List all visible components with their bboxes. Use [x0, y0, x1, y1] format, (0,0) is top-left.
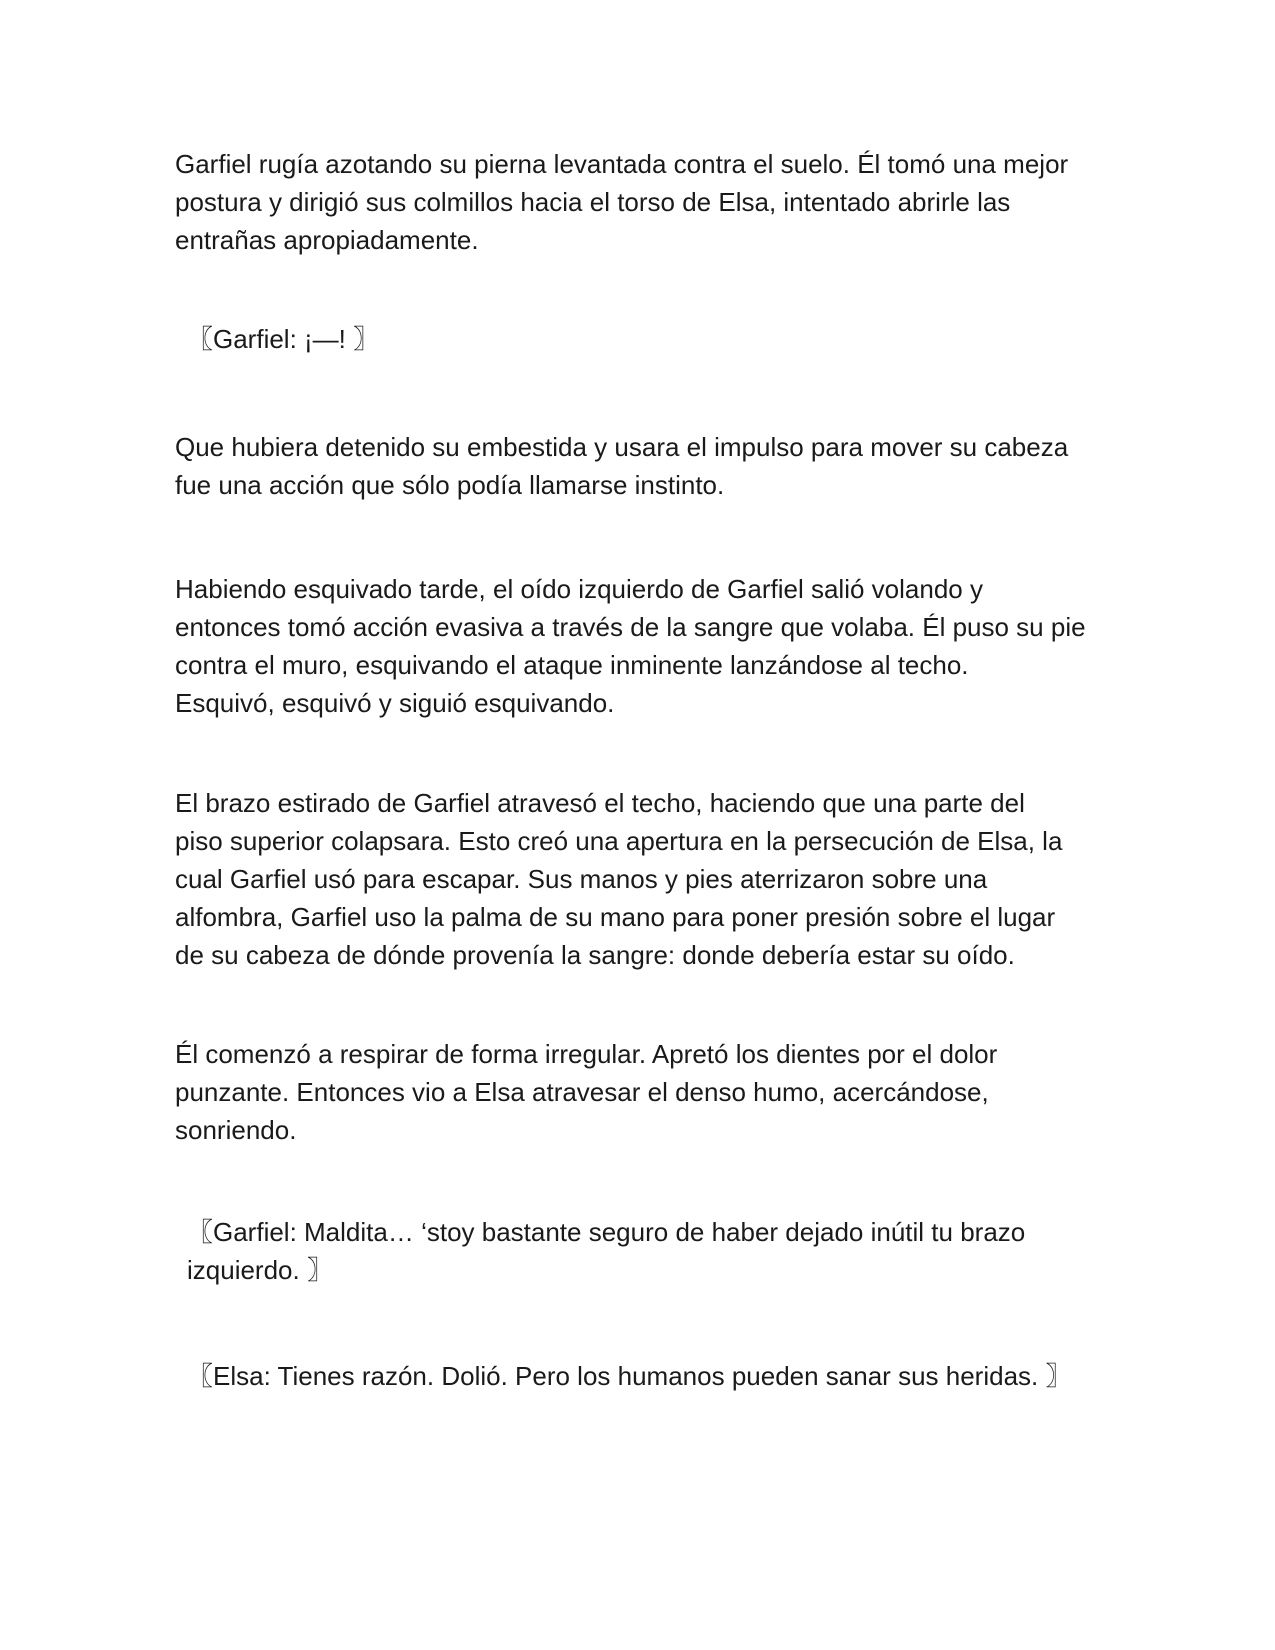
dialogue-elsa-reply: 〖Elsa: Tienes razón. Dolió. Pero los humanos pueden sanar sus heridas. 〗	[187, 1361, 1072, 1391]
dialogue-garfiel-exclaim: 〖Garfiel: ¡—! 〗	[187, 324, 380, 354]
dialogue-garfiel-maldita: 〖Garfiel: Maldita… ‘stoy bastante seguro de haber dejado inútil tu brazo izquierdo. 〗	[187, 1217, 1026, 1285]
paragraph-dodging: Habiendo esquivado tarde, el oído izquierdo de Garfiel salió volando y entonces tomó acción evasiva a través de la sangre que volaba. Él puso su pie contra el muro, esquivando el ataque inminente lanzándose al techo. Esquivó, esquivó y siguió esquivando.	[175, 574, 1086, 718]
paragraph-elsa-approach: Él comenzó a respirar de forma irregular. Apretó los dientes por el dolor punzante. Entonces vio a Elsa atravesar el denso humo, acercándose, sonriendo.	[175, 1039, 998, 1145]
paragraph-ceiling-escape: El brazo estirado de Garfiel atravesó el techo, haciendo que una parte del piso superior colapsara. Esto creó una apertura en la persecución de Elsa, la cual Garfiel usó para escapar. Sus manos y pies aterrizaron sobre una alfombra, Garfiel uso la palma de su mano para poner presión sobre el lugar de su cabeza de dónde provenía la sangre: donde debería estar su oído.	[175, 788, 1063, 970]
paragraph-garfiel-roar: Garfiel rugía azotando su pierna levantada contra el suelo. Él tomó una mejor postura y dirigió sus colmillos hacia el torso de Elsa, intentado abrirle las entrañas apropiadamente.	[175, 149, 1069, 255]
paragraph-instinct: Que hubiera detenido su embestida y usara el impulso para mover su cabeza fue una acción que sólo podía llamarse instinto.	[175, 432, 1069, 500]
